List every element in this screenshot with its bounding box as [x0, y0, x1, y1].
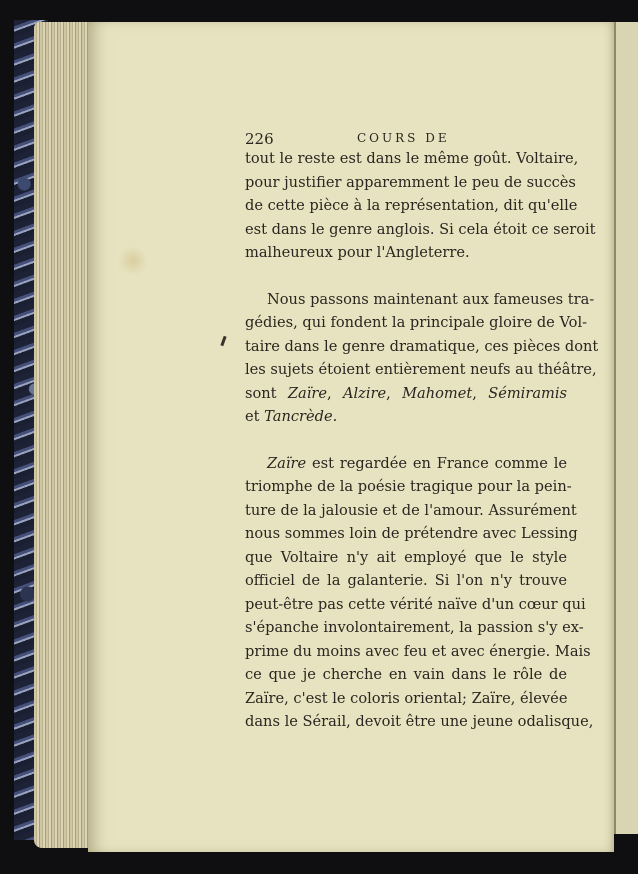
- play-title: Zaïre: [267, 454, 307, 472]
- text-line: triomphe de la poésie tragique pour la pein-: [245, 478, 572, 495]
- text-line: officiel de la galanterie. Si l'on n'y trouve: [245, 572, 567, 589]
- text-line: [245, 405, 567, 429]
- text-line: s'épanche involontairement, la passion s'y ex-: [245, 619, 584, 636]
- play-title: Mahomet: [402, 384, 473, 402]
- text-line: les sujets étoient entièrement neufs au théâtre,: [245, 361, 597, 378]
- play-title: Sémiramis: [488, 384, 568, 402]
- running-head: COURS DE: [357, 131, 450, 145]
- text-line: [245, 452, 567, 476]
- paragraph-2: [245, 288, 599, 429]
- text-line: taire dans le genre dramatique, ces pièces dont: [245, 337, 599, 355]
- text-line: malheureux pour l'Angleterre.: [245, 244, 470, 261]
- text-line: que Voltaire n'y ait employé que le style: [245, 548, 567, 566]
- text-line: de cette pièce à la représentation, dit qu'elle: [245, 197, 578, 214]
- text-line: nous sommes loin de prétendre avec Lessing: [245, 525, 578, 542]
- text-line: gédies, qui fondent la principale gloire de Vol-: [245, 314, 588, 331]
- text-fragment: est regardée en France comme le: [306, 454, 567, 472]
- paragraph-1: [245, 147, 596, 265]
- text-line: ture de la jalousie et de l'amour. Assurément: [245, 501, 577, 519]
- page-number: 226: [245, 130, 274, 148]
- text-line: pour justifier apparemment le peu de succès: [245, 173, 576, 191]
- text-line: prime du moins avec feu et avec énergie. Mais: [245, 642, 591, 660]
- paragraph-3: [245, 452, 594, 734]
- titles-line: sont Zaïre, Alzire, Mahomet, Sémiramis: [245, 384, 568, 402]
- text-line: peut-être pas cette vérité naïve d'un cœur qui: [245, 595, 586, 613]
- body-text: [245, 147, 599, 734]
- play-title: Tancrède.: [264, 408, 338, 425]
- text-line: Zaïre, c'est le coloris oriental; Zaïre, élevée: [245, 689, 568, 707]
- paper-stain: [118, 246, 148, 276]
- text-line: dans le Sérail, devoit être une jeune odalisque,: [245, 713, 594, 730]
- facing-page-edge: [614, 22, 638, 834]
- text-line: est dans le genre anglois. Si cela étoit ce seroit: [245, 220, 596, 238]
- text-fragment: sont: [245, 384, 288, 402]
- text-line: ce que je cherche en vain dans le rôle de: [245, 666, 567, 683]
- play-title: Alzire: [342, 384, 387, 402]
- play-title: Zaïre: [287, 384, 327, 402]
- text-fragment: et: [245, 408, 260, 425]
- text-line: Nous passons maintenant aux fameuses tra-: [267, 290, 595, 308]
- text-line: tout le reste est dans le même goût. Voltaire,: [245, 150, 579, 167]
